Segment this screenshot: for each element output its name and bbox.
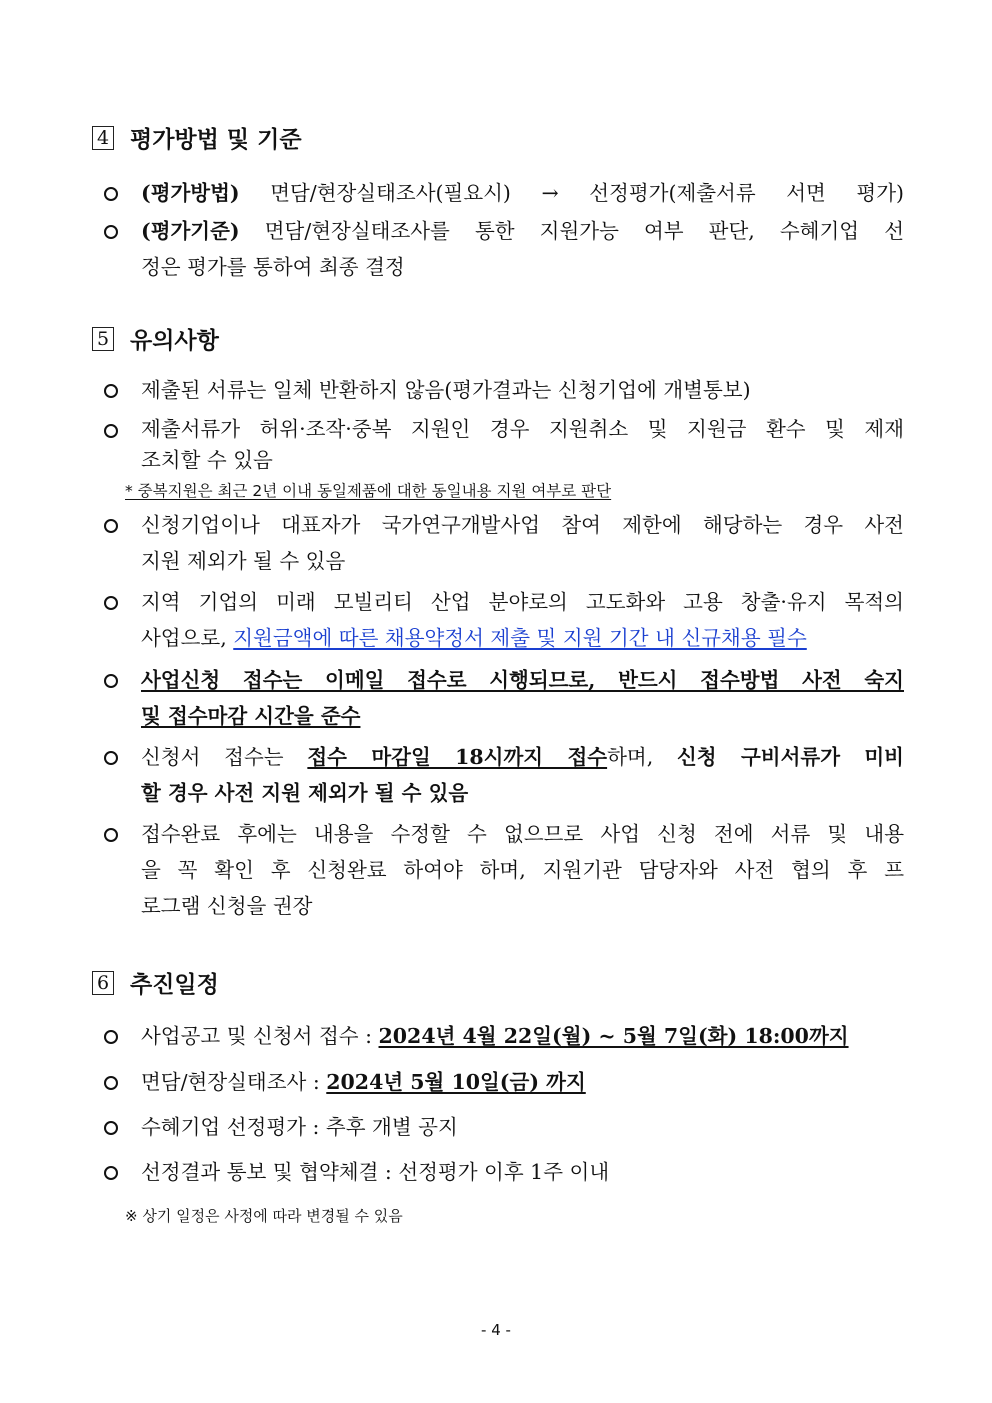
item-text: 신청기업이나 대표자가 국가연구개발사업 참여 제한에 해당하는 경우 사전 bbox=[141, 513, 904, 537]
section-title: 평가방법 및 기준 bbox=[130, 127, 302, 153]
circle-bullet-icon bbox=[104, 1076, 118, 1090]
deadline-text: 접수 마감일 18시까지 접수 bbox=[307, 745, 608, 769]
schedule-label: 수혜기업 선정평가 : bbox=[141, 1115, 326, 1139]
circle-bullet-icon bbox=[104, 1166, 118, 1180]
section-number-box: 6 bbox=[92, 971, 114, 995]
item-text: 제출서류가 허위·조작·중복 지원인 경우 지원취소 및 지원금 환수 및 제재 bbox=[141, 417, 904, 441]
item-text: 사업신청 접수는 이메일 접수로 시행되므로, 반드시 접수방법 사전 숙지 bbox=[141, 668, 904, 692]
schedule-value: 선정평가 이후 1주 이내 bbox=[398, 1160, 610, 1184]
item-text: 면담/현장실태조사(필요시) → 선정평가(제출서류 서면 평가) bbox=[239, 181, 904, 205]
schedule-value: 추후 개별 공지 bbox=[325, 1115, 458, 1139]
item-text-continued: 정은 평가를 통하여 최종 결정 bbox=[141, 255, 405, 279]
circle-bullet-icon bbox=[104, 1030, 118, 1044]
item-text: 신청서 접수는 bbox=[141, 745, 308, 769]
list-item bbox=[104, 507, 904, 579]
schedule-item bbox=[104, 1109, 904, 1145]
circle-bullet-icon bbox=[104, 519, 118, 533]
section-4-heading bbox=[92, 121, 302, 154]
item-text: 지역 기업의 미래 모빌리티 산업 분야로의 고도화와 고용 창출·유지 목적의 bbox=[141, 590, 904, 614]
section-title: 추진일정 bbox=[130, 972, 219, 998]
list-item bbox=[104, 414, 904, 476]
circle-bullet-icon bbox=[104, 424, 118, 438]
list-item bbox=[104, 213, 904, 285]
circle-bullet-icon bbox=[104, 596, 118, 610]
item-label: (평가방법) bbox=[141, 181, 240, 205]
circle-bullet-icon bbox=[104, 674, 118, 688]
item-text-continued: 을 꼭 확인 후 신청완료 하여야 하며, 지원기관 담당자와 사전 협의 후 프 bbox=[141, 858, 904, 882]
item-text-continued: 지원 제외가 될 수 있음 bbox=[141, 549, 346, 573]
warning-text-continued: 할 경우 사전 지원 제외가 될 수 있음 bbox=[141, 781, 469, 805]
section-number-box: 5 bbox=[92, 327, 114, 351]
schedule-label: 선정결과 통보 및 협약체결 : bbox=[141, 1160, 399, 1184]
item-text: 하며, bbox=[607, 745, 677, 769]
list-item bbox=[104, 816, 904, 924]
highlighted-requirement: 지원금액에 따른 채용약정서 제출 및 지원 기간 내 신규채용 필수 bbox=[233, 626, 807, 650]
circle-bullet-icon bbox=[104, 828, 118, 842]
circle-bullet-icon bbox=[104, 1121, 118, 1135]
item-text: 제출된 서류는 일체 반환하지 않음(평가결과는 신청기업에 개별통보) bbox=[141, 378, 751, 402]
schedule-item bbox=[104, 1154, 904, 1190]
schedule-label: 사업공고 및 신청서 접수 : bbox=[141, 1024, 379, 1048]
list-item bbox=[104, 662, 904, 734]
circle-bullet-icon bbox=[104, 225, 118, 239]
schedule-value: 2024년 4월 22일(월) ~ 5월 7일(화) 18:00까지 bbox=[378, 1024, 849, 1048]
section-title: 유의사항 bbox=[130, 328, 219, 354]
schedule-item bbox=[104, 1064, 904, 1100]
warning-text: 신청 구비서류가 미비 bbox=[676, 745, 904, 769]
section-number-box: 4 bbox=[92, 126, 114, 150]
item-text: 접수완료 후에는 내용을 수정할 수 없으므로 사업 신청 전에 서류 및 내용 bbox=[141, 822, 904, 846]
section-6-heading bbox=[92, 966, 219, 999]
item-text: 면담/현장실태조사를 통한 지원가능 여부 판단, 수혜기업 선 bbox=[239, 219, 904, 243]
item-text-continued: 조치할 수 있음 bbox=[141, 448, 273, 472]
list-item bbox=[104, 175, 904, 211]
circle-bullet-icon bbox=[104, 751, 118, 765]
item-label: (평가기준) bbox=[141, 219, 240, 243]
circle-bullet-icon bbox=[104, 187, 118, 201]
schedule-note: ※ 상기 일정은 사정에 따라 변경될 수 있음 bbox=[125, 1207, 403, 1225]
item-text-continued: 및 접수마감 시간을 준수 bbox=[141, 704, 361, 728]
item-text-continued: 로그램 신청을 권장 bbox=[141, 894, 313, 918]
list-item bbox=[104, 584, 904, 656]
list-item bbox=[104, 739, 904, 811]
list-item bbox=[104, 372, 904, 408]
schedule-label: 면담/현장실태조사 : bbox=[141, 1070, 327, 1094]
schedule-item bbox=[104, 1018, 904, 1054]
circle-bullet-icon bbox=[104, 384, 118, 398]
item-text-continued: 사업으로, bbox=[141, 626, 234, 650]
schedule-value: 2024년 5월 10일(금) 까지 bbox=[326, 1070, 586, 1094]
page-number: - 4 - bbox=[481, 1321, 511, 1339]
footnote: * 중복지원은 최근 2년 이내 동일제품에 대한 동일내용 지원 여부로 판단 bbox=[125, 482, 612, 500]
section-5-heading bbox=[92, 322, 219, 355]
